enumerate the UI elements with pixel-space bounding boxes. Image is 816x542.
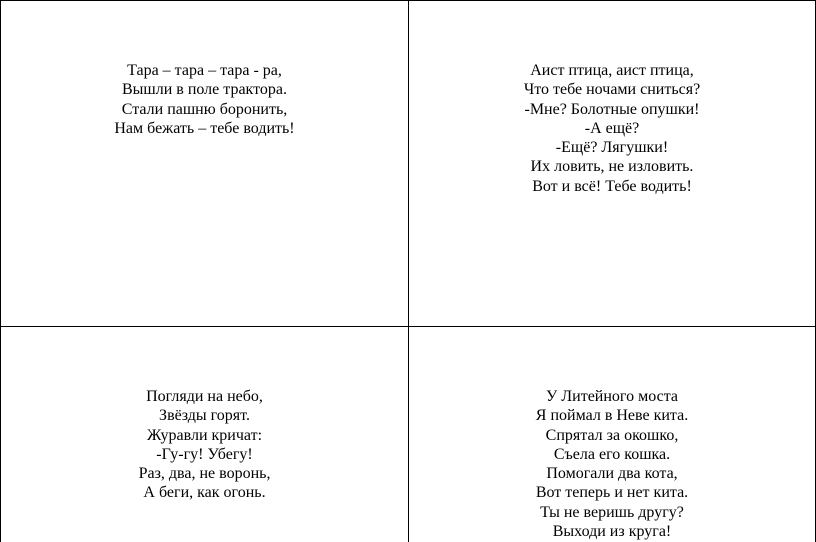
poem-text xyxy=(409,61,815,196)
poem-line: Ты не веришь другу? xyxy=(540,503,684,521)
card-tractor-rhyme xyxy=(0,0,408,327)
poem-line: Спрятал за окошко, xyxy=(545,426,679,444)
poem-line: Что тебе ночами сниться? xyxy=(523,81,701,99)
poem-line: Журавли кричат: xyxy=(146,426,263,444)
poem-line: Я поймал в Неве кита. xyxy=(535,407,689,425)
poem-line: Тара – тара – тара - ра, xyxy=(127,62,282,79)
poem-line: Их ловить, не изловить. xyxy=(530,158,694,176)
poem-line: Выходи из круга! xyxy=(552,523,672,541)
poem-line: Стали пашню боронить, xyxy=(121,100,288,118)
card-cranes-rhyme xyxy=(0,326,408,542)
poem-text xyxy=(1,61,408,138)
poem-line: Вот и всё! Тебе водить! xyxy=(532,177,692,195)
poem-line: Аист птица, аист птица, xyxy=(530,62,694,79)
poem-line: Погляди на небо, xyxy=(146,388,263,405)
card-stork-rhyme xyxy=(408,0,816,327)
poem-text xyxy=(409,387,815,541)
poem-line: Раз, два, не воронь, xyxy=(138,465,271,483)
poem-line: Звёзды горят. xyxy=(159,407,250,425)
poem-line: Съела его кошка. xyxy=(553,445,671,463)
poem-line: -Ещё? Лягушки! xyxy=(555,139,669,157)
poem-line: У Литейного моста xyxy=(545,388,679,405)
poem-line: А беги, как огонь. xyxy=(143,484,266,502)
card-whale-rhyme xyxy=(408,326,816,542)
poem-line: Помогали два кота, xyxy=(546,465,678,483)
poem-line: Нам бежать – тебе водить! xyxy=(114,119,295,137)
poem-line: -Мне? Болотные опушки! xyxy=(524,100,700,118)
poem-line: -Гу-гу! Убегу! xyxy=(156,445,253,463)
poem-text xyxy=(1,387,408,503)
poem-line: Вот теперь и нет кита. xyxy=(535,484,689,502)
poem-line: Вышли в поле трактора. xyxy=(121,81,287,99)
poem-line: -А ещё? xyxy=(584,119,640,137)
